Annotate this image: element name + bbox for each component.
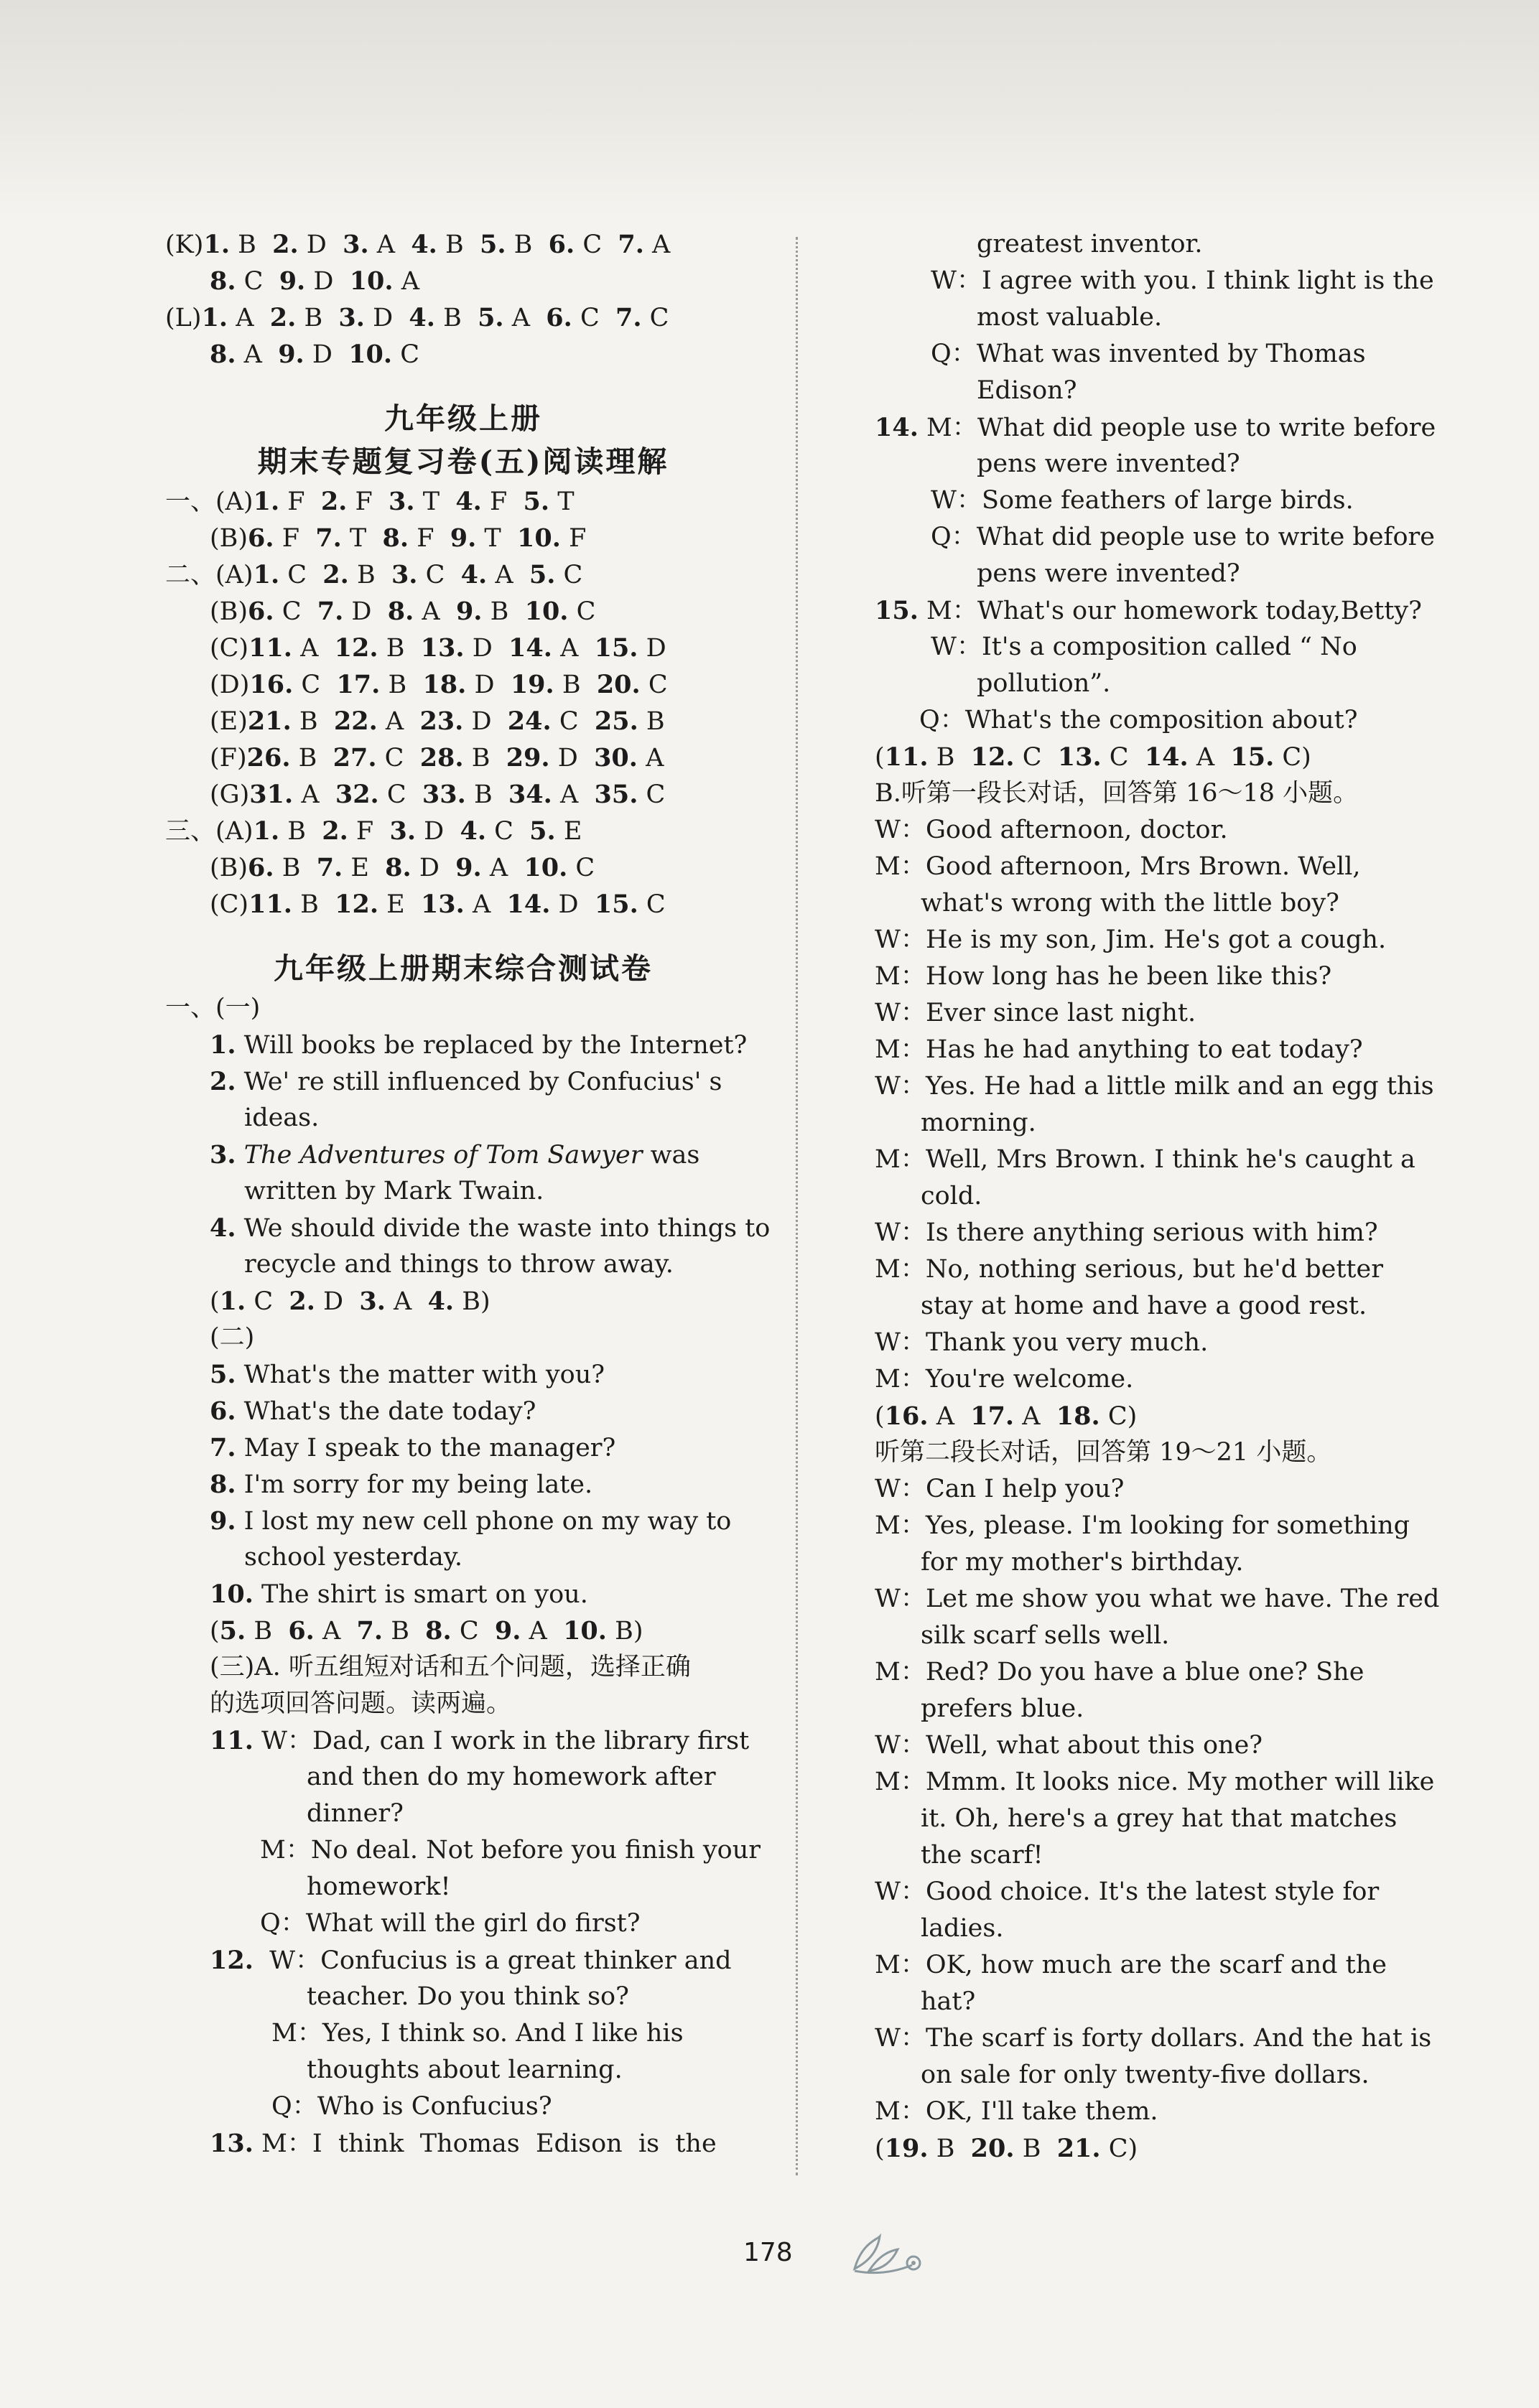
right-text-line: M：Has he had anything to eat today? [875,1035,1363,1064]
left-text-line: 9. I lost my new cell phone on my way to [210,1506,732,1536]
right-text-line: (19. B 20. B 21. C) [875,2134,1138,2163]
left-text-line: 1. Will books be replaced by the Internet? [210,1030,748,1060]
left-text-line: (B)6. C 7. D 8. A 9. B 10. C [210,597,596,626]
right-text-line: morning. [921,1109,1036,1137]
right-text-line: B.听第一段长对话，回答第 16～18 小题。 [875,779,1359,808]
right-text-line: 15. M：What's our homework today,Betty? [875,596,1422,625]
left-text-line: 8. A 9. D 10. C [210,340,420,369]
left-text-line: written by Mark Twain. [244,1177,544,1205]
right-text-line: (16. A 17. A 18. C) [875,1401,1138,1431]
right-text-line: W：I agree with you. I think light is the [931,266,1434,295]
right-text-line: stay at home and have a good rest. [921,1292,1367,1320]
right-text-line: W：Is there anything serious with him? [875,1218,1378,1247]
left-text-line: homework! [307,1872,451,1901]
left-text-line: recycle and things to throw away. [244,1250,674,1279]
left-text-line: Q：Who is Confucius? [271,2092,552,2121]
right-text-line: Edison? [977,376,1077,405]
right-text-line: W：Yes. He had a little milk and an egg this [875,1072,1434,1101]
left-text-line: 10. The shirt is smart on you. [210,1579,588,1609]
right-text-line: M：Yes, please. I'm looking for something [875,1511,1410,1540]
right-text-line: 听第二段长对话，回答第 19～21 小题。 [875,1438,1332,1467]
right-text-line: Q：What did people use to write before [931,523,1435,551]
right-text-line: W：Well, what about this one? [875,1731,1263,1760]
left-text-line: 6. What's the date today? [210,1396,536,1426]
left-text-line: school yesterday. [244,1543,463,1572]
right-text-line: Q：What was invented by Thomas [931,340,1366,368]
right-text-line: W：Some feathers of large birds. [931,486,1354,515]
left-text-line: thoughts about learning. [307,2055,623,2084]
right-text-line: pens were invented? [977,449,1240,478]
left-text-line: (C)11. B 12. E 13. A 14. D 15. C [210,890,666,919]
left-text-line: 一、(一) [165,994,261,1022]
left-text-line: Q：What will the girl do first? [260,1909,641,1938]
left-text-line: M：Yes, I think so. And I like his [271,2019,684,2048]
scan-shadow-band [0,0,1539,215]
right-text-line: M：Mmm. It looks nice. My mother will like [875,1768,1435,1796]
page-footer [0,2229,1539,2287]
right-text-line: most valuable. [977,303,1163,332]
right-text-line: M：Red? Do you have a blue one? She [875,1658,1364,1686]
right-text-line: M：No, nothing serious, but he'd better [875,1255,1383,1284]
right-text-line: M：Well, Mrs Brown. I think he's caught a [875,1145,1415,1174]
left-text-line: (B)6. B 7. E 8. D 9. A 10. C [210,853,595,882]
right-text-line: (11. B 12. C 13. C 14. A 15. C) [875,742,1311,772]
right-text-line: M：Good afternoon, Mrs Brown. Well, [875,852,1361,881]
left-text-line: 12. W：Confucius is a great thinker and [210,1946,732,1975]
left-text-line: 三、(A)1. B 2. F 3. D 4. C 5. E [165,816,582,846]
left-text-line: (二) [210,1323,255,1352]
left-text-line: 7. May I speak to the manager? [210,1433,616,1462]
right-text-line: W：Thank you very much. [875,1328,1209,1357]
right-text-line: W：Let me show you what we have. The red [875,1585,1440,1613]
left-text-line: and then do my homework after [307,1763,716,1791]
left-text-line: M：No deal. Not before you finish your [260,1836,761,1865]
right-column [833,226,1440,2167]
left-text-line: (1. C 2. D 3. A 4. B) [210,1287,490,1316]
right-text-line: M：How long has he been like this? [875,962,1332,991]
left-text-line: (G)31. A 32. C 33. B 34. A 35. C [210,780,666,809]
left-text-line: (5. B 6. A 7. B 8. C 9. A 10. B) [210,1616,643,1646]
right-text-line: Q：What's the composition about? [919,706,1358,734]
right-text-line: prefers blue. [921,1694,1084,1723]
right-text-line: W：Good afternoon, doctor. [875,816,1228,844]
left-column [165,226,771,2162]
right-text-line: W：Good choice. It's the latest style for [875,1877,1380,1906]
right-text-line: W：Ever since last night. [875,999,1196,1027]
left-text-line: (E)21. B 22. A 23. D 24. C 25. B [210,706,665,736]
left-text-line: 一、(A)1. F 2. F 3. T 4. F 5. T [165,487,575,516]
left-text-line: teacher. Do you think so? [307,1982,629,2011]
section-heading: 期末专题复习卷(五)阅读理解 [257,444,669,479]
right-text-line: W：Can I help you? [875,1475,1125,1503]
right-text-line: pollution”. [977,669,1111,698]
section-heading: 九年级上册期末综合测试卷 [274,951,653,986]
left-text-line: 2. We' re still influenced by Confucius' s [210,1067,722,1096]
left-text-line: 13. M：I think Thomas Edison is the [210,2129,717,2158]
right-text-line: W：The scarf is forty dollars. And the hat is [875,2024,1432,2053]
left-text-line: dinner? [307,1799,404,1828]
right-text-line: hat? [921,1987,976,2016]
left-text-line: (F)26. B 27. C 28. B 29. D 30. A [210,743,664,773]
column-divider [796,237,798,2175]
left-text-line: 8. C 9. D 10. A [210,266,420,296]
right-text-line: the scarf! [921,1841,1043,1870]
left-text-line: (C)11. A 12. B 13. D 14. A 15. D [210,633,666,663]
right-text-line: on sale for only twenty-five dollars. [921,2061,1370,2089]
right-text-line: what's wrong with the little boy? [921,889,1339,918]
right-text-line: M：OK, I'll take them. [875,2097,1158,2126]
right-text-line: for my mother's birthday. [921,1548,1244,1577]
left-text-line: (三)A. 听五组短对话和五个问题，选择正确 [210,1653,691,1681]
leaf-ornament-icon [847,2229,926,2279]
page-number: 178 [743,2238,793,2267]
left-text-line: (B)6. F 7. T 8. F 9. T 10. F [210,523,587,553]
left-text-line: (D)16. C 17. B 18. D 19. B 20. C [210,670,668,699]
left-text-line: 8. I'm sorry for my being late. [210,1470,593,1499]
left-text-line: 二、(A)1. C 2. B 3. C 4. A 5. C [165,560,583,589]
right-text-line: silk scarf sells well. [921,1621,1170,1650]
right-text-line: W：It's a composition called “ No [931,633,1357,661]
right-text-line: it. Oh, here's a grey hat that matches [921,1804,1398,1833]
right-text-line: pens were invented? [977,559,1240,588]
left-text-line: 11. W：Dad, can I work in the library first [210,1726,750,1755]
right-text-line: ladies. [921,1914,1004,1943]
right-text-line: 14. M：What did people use to write before [875,413,1436,442]
right-text-line: M：You're welcome. [875,1365,1134,1394]
right-text-line: W：He is my son, Jim. He's got a cough. [875,925,1387,954]
left-text-line: 3. The Adventures of Tom Sawyer was [210,1140,700,1170]
right-text-line: greatest inventor. [977,230,1203,258]
left-text-line: 5. What's the matter with you? [210,1360,605,1389]
section-heading: 九年级上册 [384,401,542,436]
right-text-line: M：OK, how much are the scarf and the [875,1951,1387,1979]
left-text-line: ideas. [244,1103,320,1132]
right-text-line: cold. [921,1182,982,1210]
left-text-line: 4. We should divide the waste into things to [210,1213,771,1243]
left-text-line: (L)1. A 2. B 3. D 4. B 5. A 6. C 7. C [165,303,669,332]
left-text-line: 的选项回答问题。读两遍。 [210,1689,512,1718]
left-text-line: (K)1. B 2. D 3. A 4. B 5. B 6. C 7. A [165,230,671,259]
